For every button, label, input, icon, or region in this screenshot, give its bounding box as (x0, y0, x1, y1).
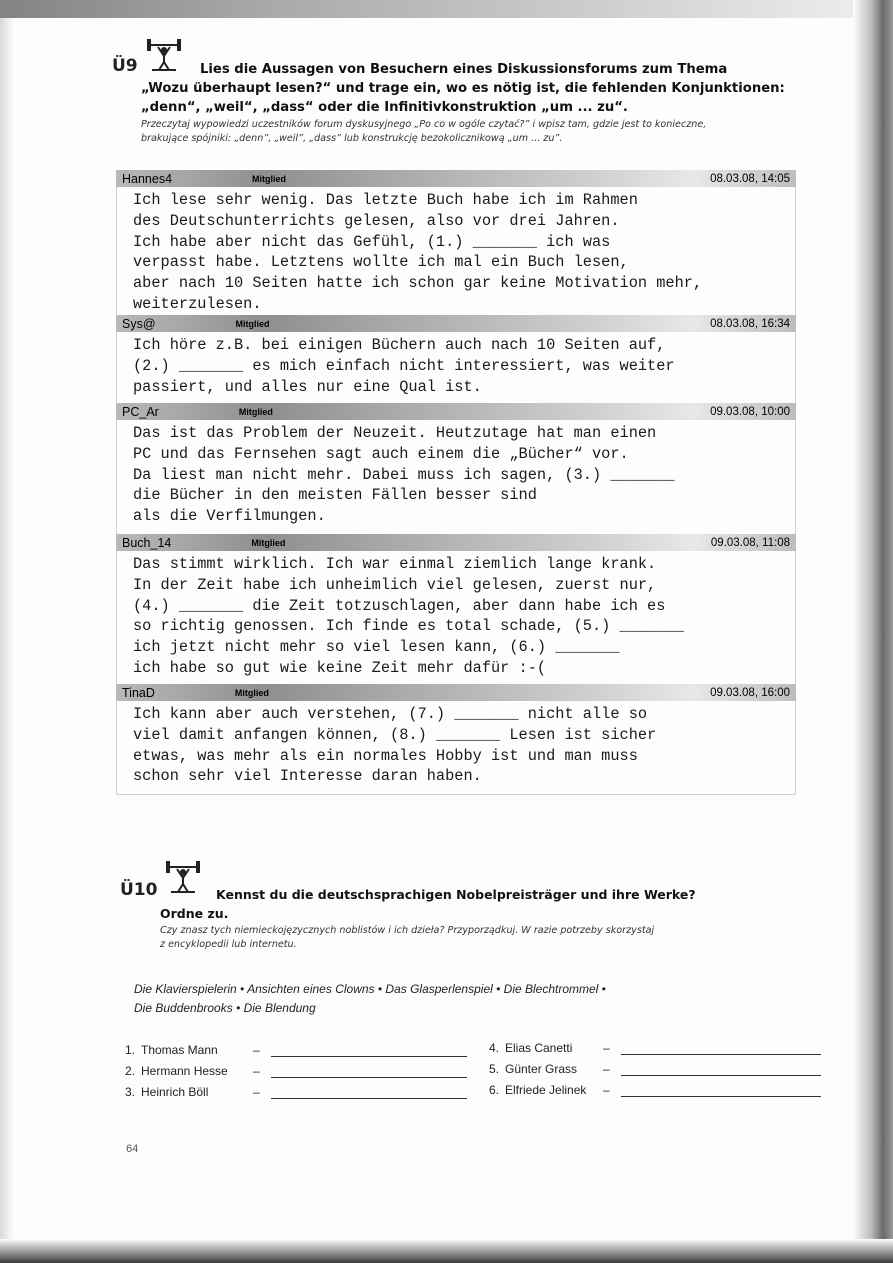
post-role: Mitglied (234, 687, 269, 698)
dash: – (253, 1085, 260, 1099)
instruction-pl-line: Czy znasz tych niemieckojęzycznych noblistów i ich dzieła? Przyporządkuj. W razie potrzeby skorzystaj (160, 925, 655, 936)
forum-post (116, 170, 796, 315)
answer-line[interactable] (621, 1040, 821, 1055)
answer-line[interactable] (271, 1042, 467, 1057)
item-number: 3. (125, 1085, 136, 1099)
instruction-line: „Wozu überhaupt lesen?“ und trage ein, wo es nötig ist, die fehlenden Konjunktionen: (141, 81, 785, 96)
exercise-10-instruction-pl (160, 924, 654, 952)
post-text: Das stimmt wirklich. Ich war einmal ziemlich lange krank. In der Zeit habe ich unheimlich viel gelesen, zuerst nur, (4.) _______ die Zeit totzuschlagen, aber dann habe ich es so richtig genossen. Ich finde es total schade, (5.) _______ ich jetzt nicht mehr so viel lesen kann, (6.) _______ ich habe so gut wie keine Zeit mehr dafür :-( (116, 551, 796, 684)
dash: – (603, 1062, 610, 1076)
instruction-pl-line: brakujące spójniki: „denn”, „weil”, „dass” lub konstrukcję bezokolicznikową „um ... zu”. (141, 133, 563, 144)
author-name: Hermann Hesse (141, 1064, 228, 1078)
forum-post (116, 684, 796, 795)
author-name: Elias Canetti (505, 1041, 573, 1055)
post-username: Buch_14 (122, 535, 172, 550)
exercise-number: Ü10 (120, 880, 158, 900)
dash: – (603, 1041, 610, 1055)
post-username: TinaD (122, 685, 155, 700)
scan-edge-right (853, 0, 893, 1263)
match-row (489, 1055, 821, 1076)
works-list (134, 980, 606, 1018)
post-date: 08.03.08, 16:34 (710, 317, 790, 330)
forum-post (116, 315, 796, 403)
author-name: Günter Grass (505, 1062, 578, 1076)
exercise-9-instruction (200, 60, 727, 79)
answer-line[interactable] (271, 1084, 467, 1099)
post-role: Mitglied (251, 537, 286, 548)
scan-edge-top (0, 0, 893, 18)
answer-line[interactable] (621, 1082, 821, 1097)
answer-line[interactable] (271, 1063, 467, 1078)
post-username: Sys@ (122, 316, 156, 331)
scan-edge-left (0, 18, 14, 1263)
post-role: Mitglied (238, 406, 273, 417)
post-date: 09.03.08, 16:00 (710, 686, 790, 699)
dash: – (253, 1043, 260, 1057)
instruction-line: Lies die Aussagen von Besuchern eines Diskussionsforums zum Thema (200, 62, 728, 77)
weightlifter-icon (163, 860, 203, 894)
works-line: Die Klavierspielerin • Ansichten eines Clowns • Das Glasperlenspiel • Die Blechtrommel • (134, 982, 606, 996)
post-header (116, 684, 796, 701)
post-text: Ich lese sehr wenig. Das letzte Buch habe ich im Rahmen des Deutschunterrichts gelesen, also vor drei Jahren. Ich habe aber nicht das Gefühl, (1.) _______ ich was verpasst habe. Letztens wollte ich mal ein Buch lesen, aber nach 10 Seiten hatte ich schon gar keine Motivation mehr, weiterzulesen. (116, 187, 796, 315)
author-name: Elfriede Jelinek (505, 1083, 587, 1097)
match-row (125, 1078, 467, 1099)
post-header (116, 315, 796, 332)
match-row (489, 1076, 821, 1097)
match-row (125, 1036, 467, 1057)
post-role: Mitglied (252, 173, 287, 184)
post-text: Ich kann aber auch verstehen, (7.) _______ nicht alle so viel damit anfangen können, (8.) _______ Lesen ist sicher etwas, was mehr als ein normales Hobby ist und man muss schon sehr viel Interesse daran haben. (116, 701, 796, 795)
post-header (116, 170, 796, 187)
post-date: 09.03.08, 10:00 (710, 405, 790, 418)
match-row (489, 1034, 821, 1055)
dash: – (603, 1083, 610, 1097)
exercise-10-instruction-2: Ordne zu. (160, 906, 229, 921)
forum-post (116, 534, 796, 684)
item-number: 5. (489, 1062, 500, 1076)
post-text: Das ist das Problem der Neuzeit. Heutzutage hat man einen PC und das Fernsehen sagt auch einem die „Bücher“ vor. Da liest man nicht mehr. Dabei muss ich sagen, (3.) _______ die Bücher in den meisten Fällen besser sind als die Verfilmungen. (116, 420, 796, 534)
match-list-right (489, 1034, 821, 1097)
match-row (125, 1057, 467, 1078)
weightlifter-icon (144, 38, 184, 72)
post-header (116, 403, 796, 420)
scan-edge-bottom (0, 1239, 893, 1263)
post-username: PC_Ar (122, 404, 159, 419)
instruction-pl-line: Przeczytaj wypowiedzi uczestników forum dyskusyjnego „Po co w ogóle czytać?” i wpisz tam, gdzie jest to konieczne, (141, 119, 707, 130)
item-number: 6. (489, 1083, 500, 1097)
exercise-9-header (112, 38, 190, 76)
post-role: Mitglied (235, 318, 270, 329)
item-number: 1. (125, 1043, 136, 1057)
item-number: 2. (125, 1064, 136, 1078)
post-username: Hannes4 (122, 171, 173, 186)
forum-thread (116, 170, 796, 795)
exercise-9-instruction-cont (141, 79, 785, 117)
post-date: 08.03.08, 14:05 (710, 172, 790, 185)
author-name: Heinrich Böll (141, 1085, 209, 1099)
instruction-pl-line: z encyklopedii lub internetu. (160, 939, 297, 950)
post-text: Ich höre z.B. bei einigen Büchern auch nach 10 Seiten auf, (2.) _______ es mich einfach nicht interessiert, was weiter passiert, und alles nur eine Qual ist. (116, 332, 796, 403)
exercise-number: Ü9 (112, 56, 138, 76)
post-date: 09.03.08, 11:08 (710, 536, 790, 549)
post-header (116, 534, 796, 551)
item-number: 4. (489, 1041, 500, 1055)
dash: – (253, 1064, 260, 1078)
author-name: Thomas Mann (141, 1043, 218, 1057)
answer-line[interactable] (621, 1061, 821, 1076)
instruction-line: „denn“, „weil“, „dass“ oder die Infinitivkonstruktion „um ... zu“. (141, 100, 628, 115)
exercise-10-instruction: Kennst du die deutschsprachigen Nobelpreisträger und ihre Werke? (216, 887, 696, 902)
exercise-10-header (120, 860, 209, 900)
works-line: Die Buddenbrooks • Die Blendung (134, 1001, 316, 1015)
page-number: 64 (126, 1143, 139, 1155)
exercise-9-instruction-pl (141, 118, 706, 146)
match-list-left (125, 1036, 467, 1099)
forum-post (116, 403, 796, 534)
